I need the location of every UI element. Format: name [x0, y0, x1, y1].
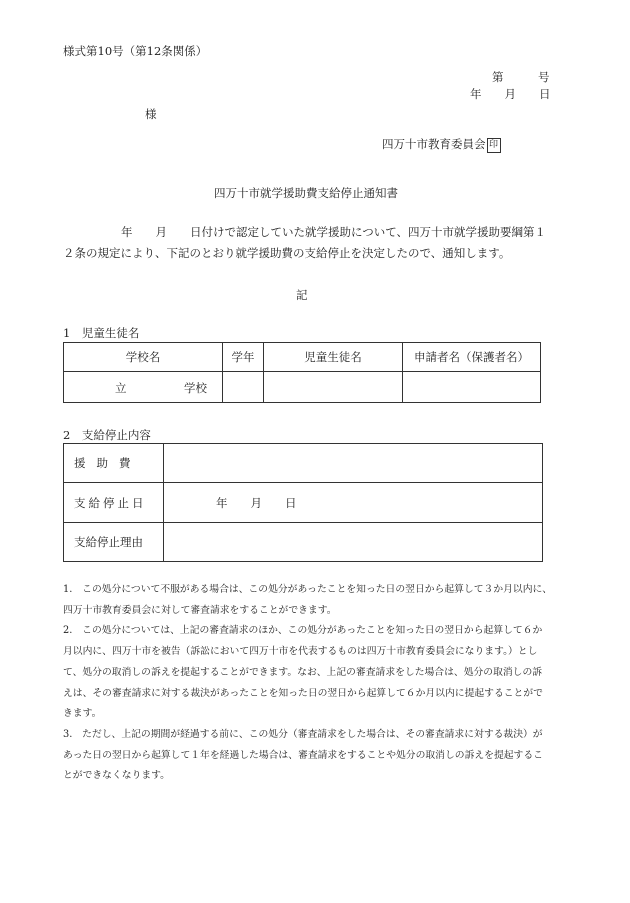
- note-line: 月以内に、四万十市を被告（訴訟において四万十市を代表するものは四万十市教育委員会になります。）とし: [63, 646, 538, 658]
- note-line: 1. この処分について不服がある場合は、この処分があったことを知った日の翌日から起算して３か月以内に、: [63, 584, 553, 595]
- col-grade: 学年: [223, 343, 264, 372]
- label-stop-date: 支給停止日: [64, 483, 164, 523]
- section2-heading: 2 支給停止内容: [63, 428, 151, 442]
- form-number: 様式第10号（第12条関係）: [63, 44, 208, 58]
- value-stop-reason: [164, 523, 543, 562]
- col-student: 児童生徒名: [264, 343, 403, 372]
- cell-grade: [223, 372, 264, 403]
- table-row: [64, 483, 543, 523]
- cell-school-name: [64, 372, 223, 403]
- cell-student-name: [264, 372, 403, 403]
- document-number: 第 号: [492, 70, 550, 84]
- label-stop-reason: 支給停止理由: [64, 523, 164, 562]
- ki-label: 記: [296, 288, 308, 302]
- note-line: て、処分の取消しの訴えを提起することができます。なお、上記の審査請求をした場合は、処分の取消しの訴: [63, 666, 543, 678]
- suspension-table: [63, 443, 543, 562]
- value-stop-date: 年 月 日: [164, 483, 543, 523]
- col-applicant: 申請者名（保護者名）: [403, 343, 541, 372]
- table-row: [64, 372, 541, 403]
- document-title: 四万十市就学援助費支給停止通知書: [214, 186, 398, 200]
- note-line: 四万十市教育委員会に対して審査請求をすることができます。: [63, 604, 337, 616]
- issuer-name: 四万十市教育委員会: [382, 137, 486, 151]
- note-line: 3. ただし、上記の期間が経過する前に、この処分（審査請求をした場合は、その審査請求に対する裁決）が: [63, 728, 543, 740]
- table-row: [64, 444, 543, 483]
- issuer-block: [382, 136, 501, 153]
- note-line: えは、その審査請求に対する裁決があったことを知った日の翌日から起算して６か月以内に提起することがで: [63, 687, 543, 699]
- note-line: 2. この処分については、上記の審査請求のほか、この処分があったことを知った日の翌日から起算して６か: [63, 625, 543, 637]
- note-line: とができなくなります。: [63, 770, 170, 782]
- body-line-2: ２条の規定により、下記のとおり就学援助費の支給停止を決定したので、通知します。: [63, 246, 511, 260]
- table-row: [64, 523, 543, 562]
- note-line: あった日の翌日から起算して１年を経過した場合は、審査請求をすることや処分の取消しの訴えを提起するこ: [63, 749, 543, 761]
- school-gakko: 学校: [184, 381, 207, 395]
- label-aid-type: 援助費: [64, 444, 164, 483]
- note-line: きます。: [63, 708, 102, 720]
- student-table: [63, 342, 541, 403]
- section1-heading: 1 児童生徒名: [63, 326, 140, 340]
- body-line-1: 年 月 日付けで認定していた就学援助について、四万十市就学援助要綱第１: [121, 225, 547, 239]
- seal-mark: 印: [487, 138, 501, 153]
- table-header-row: [64, 343, 541, 372]
- value-aid-type: [164, 444, 543, 483]
- cell-applicant-name: [403, 372, 541, 403]
- issue-date: 年 月 日: [470, 87, 551, 101]
- recipient-suffix: 様: [145, 107, 157, 121]
- school-ritsu: 立: [115, 381, 127, 395]
- notes: [63, 580, 552, 787]
- col-school: 学校名: [64, 343, 223, 372]
